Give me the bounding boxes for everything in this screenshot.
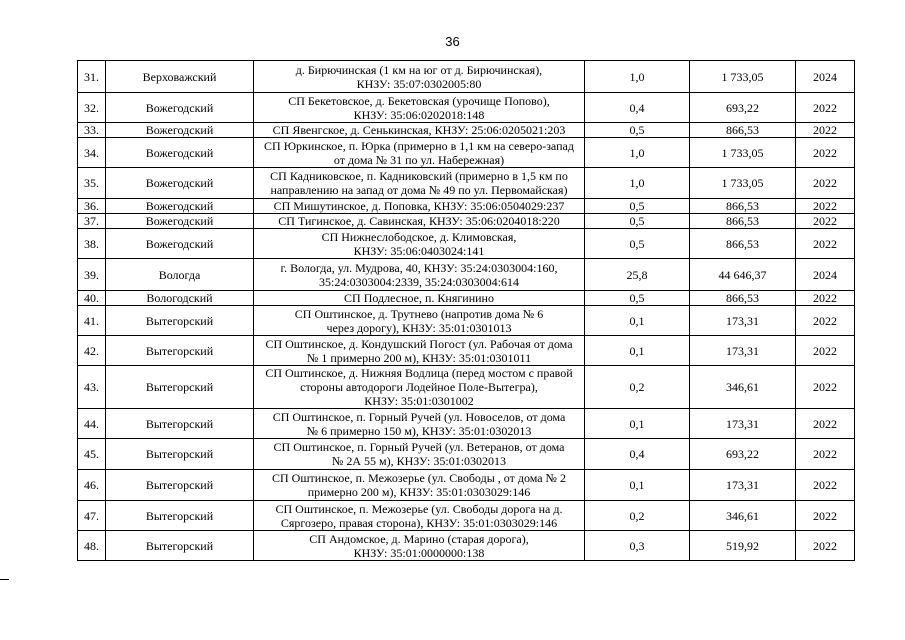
margin-mark <box>0 579 9 580</box>
table-row <box>78 259 855 291</box>
plot-area: 0,4 <box>585 439 690 470</box>
payment-amount: 44 646,37 <box>690 259 796 291</box>
plot-address: СП Тигинское, д. Савинская, КНЗУ: 35:06:0204018:220 <box>254 214 585 229</box>
year-value: 2022 <box>796 123 855 138</box>
table-row <box>78 409 855 439</box>
table-row <box>78 470 855 501</box>
payment-amount: 866,53 <box>690 199 796 214</box>
plot-area: 0,1 <box>585 470 690 501</box>
year-value: 2022 <box>796 229 855 259</box>
payment-amount: 173,31 <box>690 470 796 501</box>
table-row <box>78 93 855 123</box>
district-name: Вытегорский <box>106 306 254 336</box>
plot-address: СП Оштинское, п. Межозерье (ул. Свободы дорога на д. Сяргозеро, правая сторона), КНЗУ: 35:01:0303029:146 <box>254 501 585 531</box>
payment-amount: 1 733,05 <box>690 61 796 93</box>
plot-address: д. Бирючинская (1 км на юг от д. Бирючинская), КНЗУ: 35:07:0302005:80 <box>254 61 585 93</box>
year-value: 2022 <box>796 336 855 366</box>
table-row <box>78 214 855 229</box>
year-value: 2022 <box>796 470 855 501</box>
plot-address: СП Оштинское, п. Межозерье (ул. Свободы , от дома № 2 примерно 200 м), КНЗУ: 35:01:0303029:146 <box>254 470 585 501</box>
table-row <box>78 199 855 214</box>
district-name: Вытегорский <box>106 531 254 561</box>
row-number: 41. <box>78 306 106 336</box>
table-row <box>78 336 855 366</box>
row-number: 31. <box>78 61 106 93</box>
row-number: 45. <box>78 439 106 470</box>
plot-address: СП Юркинское, п. Юрка (примерно в 1,1 км на северо-запад от дома № 31 по ул. Набережная) <box>254 138 585 168</box>
page-number: 36 <box>445 34 460 49</box>
year-value: 2022 <box>796 199 855 214</box>
year-value: 2022 <box>796 291 855 306</box>
plot-area: 1,0 <box>585 138 690 168</box>
district-name: Вожегодский <box>106 199 254 214</box>
plot-address: СП Оштинское, д. Трутнево (напротив дома № 6 через дорогу), КНЗУ: 35:01:0301013 <box>254 306 585 336</box>
payment-amount: 866,53 <box>690 229 796 259</box>
district-name: Вожегодский <box>106 93 254 123</box>
plot-area: 0,1 <box>585 336 690 366</box>
district-name: Вытегорский <box>106 336 254 366</box>
payment-amount: 693,22 <box>690 439 796 470</box>
row-number: 48. <box>78 531 106 561</box>
year-value: 2022 <box>796 501 855 531</box>
year-value: 2022 <box>796 409 855 439</box>
district-name: Вытегорский <box>106 501 254 531</box>
year-value: 2022 <box>796 306 855 336</box>
plot-address: СП Кадниковское, п. Кадниковский (примерно в 1,5 км по направлению на запад от дома № 49 по ул. Первомайская) <box>254 168 585 199</box>
district-name: Вожегодский <box>106 229 254 259</box>
payment-amount: 519,92 <box>690 531 796 561</box>
plot-area: 1,0 <box>585 168 690 199</box>
land-plots-table <box>77 60 855 561</box>
district-name: Верховажский <box>106 61 254 93</box>
plot-area: 0,5 <box>585 123 690 138</box>
plot-address: г. Вологда, ул. Мудрова, 40, КНЗУ: 35:24:0303004:160, 35:24:0303004:2339, 35:24:0303004:614 <box>254 259 585 291</box>
plot-area: 0,2 <box>585 501 690 531</box>
payment-amount: 346,61 <box>690 501 796 531</box>
table-row <box>78 138 855 168</box>
plot-address: СП Оштинское, п. Горный Ручей (ул. Новоселов, от дома № 6 примерно 150 м), КНЗУ: 35:01:0302013 <box>254 409 585 439</box>
plot-area: 0,5 <box>585 214 690 229</box>
district-name: Вожегодский <box>106 214 254 229</box>
payment-amount: 346,61 <box>690 366 796 409</box>
plot-area: 0,1 <box>585 409 690 439</box>
row-number: 32. <box>78 93 106 123</box>
year-value: 2022 <box>796 214 855 229</box>
row-number: 40. <box>78 291 106 306</box>
payment-amount: 866,53 <box>690 214 796 229</box>
plot-address: СП Андомское, д. Марино (старая дорога), КНЗУ: 35:01:0000000:138 <box>254 531 585 561</box>
plot-address: СП Бекетовское, д. Бекетовская (урочище Попово), КНЗУ: 35:06:0202018:148 <box>254 93 585 123</box>
payment-amount: 173,31 <box>690 409 796 439</box>
plot-area: 1,0 <box>585 61 690 93</box>
payment-amount: 173,31 <box>690 336 796 366</box>
district-name: Вытегорский <box>106 439 254 470</box>
row-number: 38. <box>78 229 106 259</box>
row-number: 46. <box>78 470 106 501</box>
plot-address: СП Подлесное, п. Княгинино <box>254 291 585 306</box>
table-row <box>78 61 855 93</box>
payment-amount: 1 733,05 <box>690 138 796 168</box>
payment-amount: 866,53 <box>690 123 796 138</box>
row-number: 47. <box>78 501 106 531</box>
plot-address: СП Явенгское, д. Сенькинская, КНЗУ: 25:06:0205021:203 <box>254 123 585 138</box>
plot-address: СП Оштинское, д. Кондушский Погост (ул. Рабочая от дома № 1 примерно 200 м), КНЗУ: 35:01:0301011 <box>254 336 585 366</box>
year-value: 2022 <box>796 531 855 561</box>
plot-area: 0,5 <box>585 199 690 214</box>
row-number: 43. <box>78 366 106 409</box>
district-name: Вологодский <box>106 291 254 306</box>
plot-address: СП Оштинское, д. Нижняя Водлица (перед мостом с правой стороны автодороги Лодейное Поле-Вытегра), КНЗУ: 35:01:0301002 <box>254 366 585 409</box>
year-value: 2024 <box>796 61 855 93</box>
row-number: 34. <box>78 138 106 168</box>
district-name: Вытегорский <box>106 470 254 501</box>
table-row <box>78 366 855 409</box>
district-name: Вытегорский <box>106 409 254 439</box>
year-value: 2022 <box>796 168 855 199</box>
year-value: 2022 <box>796 366 855 409</box>
table-row <box>78 531 855 561</box>
payment-amount: 866,53 <box>690 291 796 306</box>
year-value: 2024 <box>796 259 855 291</box>
plot-area: 0,1 <box>585 306 690 336</box>
plot-address: СП Нижнеслободское, д. Климовская, КНЗУ: 35:06:0403024:141 <box>254 229 585 259</box>
district-name: Вологда <box>106 259 254 291</box>
plot-area: 0,5 <box>585 229 690 259</box>
table-row <box>78 123 855 138</box>
district-name: Вожегодский <box>106 123 254 138</box>
district-name: Вожегодский <box>106 138 254 168</box>
table-row <box>78 291 855 306</box>
row-number: 35. <box>78 168 106 199</box>
row-number: 37. <box>78 214 106 229</box>
row-number: 42. <box>78 336 106 366</box>
row-number: 36. <box>78 199 106 214</box>
year-value: 2022 <box>796 93 855 123</box>
plot-area: 0,5 <box>585 291 690 306</box>
table-row <box>78 439 855 470</box>
table-row <box>78 501 855 531</box>
row-number: 44. <box>78 409 106 439</box>
plot-area: 25,8 <box>585 259 690 291</box>
row-number: 39. <box>78 259 106 291</box>
plot-address: СП Оштинское, п. Горный Ручей (ул. Ветеранов, от дома № 2А 55 м), КНЗУ: 35:01:0302013 <box>254 439 585 470</box>
district-name: Вытегорский <box>106 366 254 409</box>
year-value: 2022 <box>796 439 855 470</box>
payment-amount: 173,31 <box>690 306 796 336</box>
row-number: 33. <box>78 123 106 138</box>
year-value: 2022 <box>796 138 855 168</box>
plot-address: СП Мишутинское, д. Поповка, КНЗУ: 35:06:0504029:237 <box>254 199 585 214</box>
plot-area: 0,4 <box>585 93 690 123</box>
plot-area: 0,3 <box>585 531 690 561</box>
table-row <box>78 168 855 199</box>
table-row <box>78 306 855 336</box>
payment-amount: 693,22 <box>690 93 796 123</box>
table-row <box>78 229 855 259</box>
plot-area: 0,2 <box>585 366 690 409</box>
payment-amount: 1 733,05 <box>690 168 796 199</box>
district-name: Вожегодский <box>106 168 254 199</box>
